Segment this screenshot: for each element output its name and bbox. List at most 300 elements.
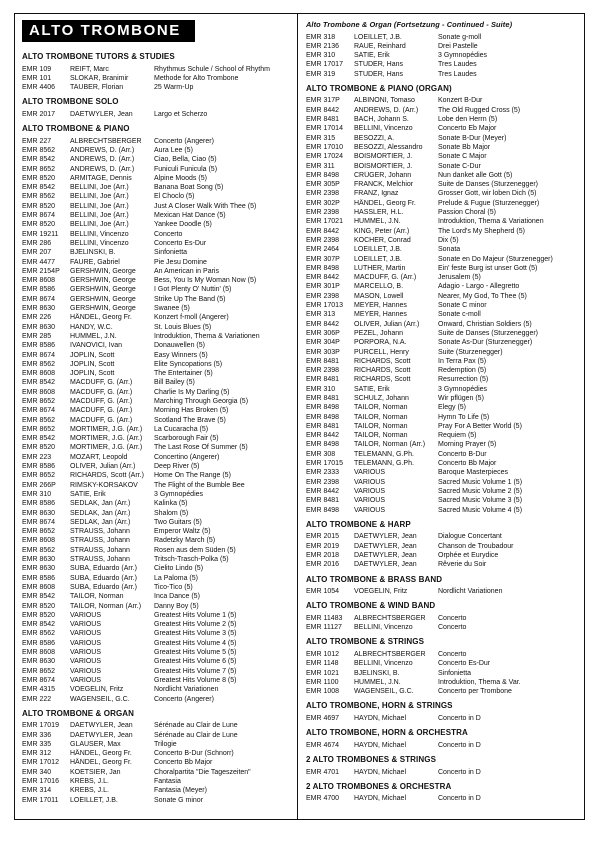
piece-title: 3 Gymnopédies xyxy=(438,385,488,393)
emr-number: EMR 1100 xyxy=(306,678,339,686)
composer-name: KOCHER, Conrad xyxy=(354,236,411,244)
composer-name: LUTHER, Martin xyxy=(354,264,406,272)
piece-title: Cielito Lindo (5) xyxy=(154,565,204,573)
catalog-row xyxy=(22,239,291,248)
piece-title: Morning Prayer (5) xyxy=(438,441,497,449)
emr-number: EMR 8674 xyxy=(22,212,56,220)
catalog-page-frame xyxy=(14,13,585,820)
composer-name: GERSHWIN, George xyxy=(70,267,136,275)
composer-name: ALBRECHTSBERGER xyxy=(354,614,426,622)
emr-number: EMR 8442 xyxy=(306,106,340,114)
composer-name: BELLINI, Vincenzo xyxy=(354,660,413,668)
catalog-row xyxy=(22,471,291,480)
catalog-row xyxy=(306,264,578,273)
catalog-row xyxy=(306,310,578,319)
catalog-row xyxy=(306,282,578,291)
emr-number: EMR 8562 xyxy=(22,193,56,201)
piece-title: Emperor Waltz (5) xyxy=(154,528,211,536)
emr-number: EMR 317P xyxy=(306,97,340,105)
left-sections-container xyxy=(22,52,291,805)
composer-name: MEYER, Hannes xyxy=(354,302,407,310)
emr-number: EMR 101 xyxy=(22,74,52,82)
catalog-row xyxy=(22,295,291,304)
emr-number: EMR 8542 xyxy=(22,593,56,601)
emr-number: EMR 2018 xyxy=(306,551,340,559)
emr-number: EMR 17015 xyxy=(306,460,343,468)
composer-name: DAETWYLER, Jean xyxy=(354,561,417,569)
catalog-row xyxy=(306,106,578,115)
section-heading: ALTO TROMBONE, HORN & STRINGS xyxy=(306,701,453,711)
composer-name: MEYER, Hannes xyxy=(354,311,407,319)
composer-name: HAYDN, Michael xyxy=(354,714,406,722)
composer-name: TAILOR, Norman (Arr.) xyxy=(354,441,426,449)
piece-title: Tres Laudes xyxy=(438,70,477,78)
emr-number: EMR 8520 xyxy=(22,221,56,229)
composer-name: VARIOUS xyxy=(354,506,385,514)
composer-name: FRANCK, Melchior xyxy=(354,181,414,189)
piece-title: Swanee (5) xyxy=(154,305,190,313)
piece-title: Sonate Bb Major xyxy=(438,143,491,151)
emr-number: EMR 2019 xyxy=(306,542,340,550)
composer-name: VARIOUS xyxy=(70,621,101,629)
composer-name: HAYDN, Michael xyxy=(354,768,406,776)
catalog-row xyxy=(22,74,291,83)
emr-number: EMR 8674 xyxy=(22,295,56,303)
catalog-row xyxy=(306,403,578,412)
composer-name: MACDUFF, G. (Arr.) xyxy=(70,379,133,387)
emr-number: EMR 8630 xyxy=(22,323,56,331)
composer-name: BELLINI, Joe (Arr.) xyxy=(70,193,129,201)
emr-number: EMR 207 xyxy=(22,249,52,257)
composer-name: TAUBER, Florian xyxy=(70,84,124,92)
composer-name: FRANZ, Ignaz xyxy=(354,190,399,198)
composer-name: LOEILLET, J.B. xyxy=(70,796,118,804)
composer-name: SEDLAK, Jan (Arr.) xyxy=(70,518,131,526)
catalog-row xyxy=(22,721,291,730)
composer-name: TELEMANN, G.Ph. xyxy=(354,460,414,468)
piece-title: Alpine Moods (5) xyxy=(154,174,207,182)
piece-title: Nordlicht Variationen xyxy=(154,686,219,694)
catalog-row xyxy=(306,42,578,51)
catalog-row xyxy=(22,230,291,239)
catalog-row xyxy=(22,490,291,499)
composer-name: HÄNDEL, Georg Fr. xyxy=(70,750,132,758)
piece-title: Bill Bailey (5) xyxy=(154,379,195,387)
composer-name: HUMMEL, J.N. xyxy=(354,678,401,686)
catalog-row xyxy=(306,741,578,750)
catalog-row xyxy=(22,758,291,767)
composer-name: MACDUFF, G. (Arr.) xyxy=(70,416,133,424)
emr-number: EMR 8630 xyxy=(22,509,56,517)
section-heading: 2 ALTO TROMBONES & STRINGS xyxy=(306,755,437,764)
emr-number: EMR 8481 xyxy=(306,422,340,430)
piece-title: Konzert f-moll (Angerer) xyxy=(154,314,229,322)
catalog-row xyxy=(22,777,291,786)
catalog-row xyxy=(22,425,291,434)
piece-title: Greatest Hits Volume 8 (5) xyxy=(154,676,237,684)
composer-name: MORTIMER, J.G. (Arr.) xyxy=(70,435,143,443)
emr-number: EMR 8562 xyxy=(22,360,56,368)
catalog-row xyxy=(22,388,291,397)
emr-number: EMR 4697 xyxy=(306,714,340,722)
emr-number: EMR 8608 xyxy=(22,583,56,591)
emr-number: EMR 266P xyxy=(22,481,56,489)
piece-title: Sonate B-Dur (Meyer) xyxy=(438,134,507,142)
section-heading: ALTO TROMBONE SOLO xyxy=(22,97,119,107)
catalog-row xyxy=(22,685,291,694)
catalog-row xyxy=(306,162,578,171)
catalog-row xyxy=(306,459,578,468)
composer-name: HANDY, W.C. xyxy=(70,323,113,331)
composer-name: MACDUFF, G. (Arr.) xyxy=(70,398,133,405)
piece-title: Methode for Alto Trombone xyxy=(154,74,239,82)
emr-number: EMR 4477 xyxy=(22,258,56,266)
piece-title: Greatest Hits Volume 3 (5) xyxy=(154,630,237,638)
emr-number: EMR 2398 xyxy=(306,478,340,486)
section-heading: ALTO TROMBONE & STRINGS xyxy=(306,637,425,647)
emr-number: EMR 17012 xyxy=(22,759,59,767)
emr-number: EMR 8562 xyxy=(22,146,56,154)
piece-title: Inca Dance (5) xyxy=(154,593,200,601)
piece-title: La Cucaracha (5) xyxy=(154,425,209,433)
piece-title: The Old Rugged Cross (5) xyxy=(438,106,521,114)
emr-number: EMR 2015 xyxy=(306,533,340,541)
catalog-row xyxy=(22,332,291,341)
catalog-row xyxy=(22,518,291,527)
catalog-row xyxy=(306,180,578,189)
piece-title: Drei Pastelle xyxy=(438,42,478,50)
catalog-row xyxy=(22,248,291,257)
composer-name: BJELINSKI, B. xyxy=(354,669,400,677)
composer-name: VARIOUS xyxy=(354,497,385,505)
emr-number: EMR 4674 xyxy=(306,741,340,749)
piece-title: 3 Gymnopédies xyxy=(154,490,204,498)
emr-number: EMR 8498 xyxy=(306,413,340,421)
catalog-row xyxy=(22,555,291,564)
piece-title: Sonate As-Dur (Sturzenegger) xyxy=(438,339,533,347)
catalog-row xyxy=(306,96,578,105)
piece-title: In Terra Pax (5) xyxy=(438,357,487,365)
composer-name: STUDER, Hans xyxy=(354,70,404,78)
emr-number: EMR 8442 xyxy=(306,227,340,235)
piece-title: Rosen aus dem Süden (5) xyxy=(154,546,236,554)
piece-title: Greatest Hits Volume 6 (5) xyxy=(154,658,237,666)
composer-name: RICHARDS, Scott xyxy=(354,376,411,384)
composer-name: OLIVER, Julian (Arr.) xyxy=(70,463,136,471)
emr-number: EMR 8442 xyxy=(306,320,340,328)
piece-title: Sonate g-moll xyxy=(438,33,482,41)
emr-number: EMR 8652 xyxy=(22,165,56,173)
emr-number: EMR 1054 xyxy=(306,588,340,596)
composer-name: KING, Peter (Arr.) xyxy=(354,227,410,235)
catalog-row xyxy=(22,740,291,749)
composer-name: VARIOUS xyxy=(70,658,101,666)
composer-name: SATIE, Erik xyxy=(70,490,106,498)
piece-title: Trilogie xyxy=(154,740,177,748)
catalog-row xyxy=(306,217,578,226)
emr-number: EMR 8542 xyxy=(22,621,56,629)
piece-title: Prelude & Fugue (Sturzenegger) xyxy=(438,199,540,207)
piece-title: Onward, Christian Soldiers (5) xyxy=(438,320,532,328)
piece-title: Concerto in D xyxy=(438,714,481,722)
piece-title: Easy Winners (5) xyxy=(154,351,208,359)
composer-name: BELLINI, Joe (Arr.) xyxy=(70,184,129,192)
emr-number: EMR 17013 xyxy=(306,302,343,310)
piece-title: Concerto Bb Major xyxy=(154,759,213,767)
composer-name: VARIOUS xyxy=(70,630,101,638)
composer-name: GERSHWIN, George xyxy=(70,277,136,285)
emr-number: EMR 314 xyxy=(22,787,52,795)
emr-number: EMR 8674 xyxy=(22,518,56,526)
catalog-row xyxy=(22,695,291,704)
emr-number: EMR 8586 xyxy=(22,500,56,508)
catalog-row xyxy=(22,796,291,805)
emr-number: EMR 8520 xyxy=(22,602,56,610)
piece-title: Nun danket alle Gott (5) xyxy=(438,171,513,179)
catalog-row xyxy=(22,351,291,360)
composer-name: DAETWYLER, Jean xyxy=(70,722,133,730)
emr-number: EMR 305P xyxy=(306,181,340,189)
piece-title: Kalinka (5) xyxy=(154,500,188,508)
piece-title: Hymn To Life (5) xyxy=(438,413,490,421)
piece-title: 25 Warm-Up xyxy=(154,84,194,92)
catalog-row xyxy=(22,657,291,666)
composer-name: BELLINI, Joe (Arr.) xyxy=(70,221,129,229)
emr-number: EMR 8630 xyxy=(22,305,56,313)
composer-name: GERSHWIN, George xyxy=(70,286,136,294)
emr-number: EMR 8498 xyxy=(306,171,340,179)
composer-name: TAILOR, Norman xyxy=(354,422,408,430)
piece-title: Radetzky March (5) xyxy=(154,537,216,545)
composer-name: SEDLAK, Jan (Arr.) xyxy=(70,509,131,517)
emr-number: EMR 1021 xyxy=(306,669,340,677)
catalog-row xyxy=(306,623,578,632)
composer-name: SUBA, Eduardo (Arr.) xyxy=(70,574,137,582)
section-heading: ALTO TROMBONE TUTORS & STUDIES xyxy=(22,52,175,61)
piece-title: Banana Boat Song (5) xyxy=(154,184,224,192)
composer-name: TAILOR, Norman (Arr.) xyxy=(70,602,142,610)
composer-name: BESOZZI, Alessandro xyxy=(354,143,423,151)
piece-title: Choralpartita "Die Tageszeiten" xyxy=(154,768,251,776)
composer-name: BELLINI, Joe (Arr.) xyxy=(70,202,129,210)
piece-title: Sonate en Do Majeur (Sturzenegger) xyxy=(438,255,553,263)
catalog-row xyxy=(306,33,578,42)
piece-title: Sacred Music Volume 1 (5) xyxy=(438,478,523,486)
emr-number: EMR 17017 xyxy=(306,61,343,69)
emr-number: EMR 8542 xyxy=(22,435,56,443)
catalog-row xyxy=(306,650,578,659)
catalog-row xyxy=(22,527,291,536)
emr-number: EMR 109 xyxy=(22,65,52,73)
emr-number: EMR 8520 xyxy=(22,444,56,452)
piece-title: Sonate G minor xyxy=(154,796,204,804)
emr-number: EMR 222 xyxy=(22,695,52,703)
piece-title: Largo et Scherzo xyxy=(154,110,208,118)
catalog-row xyxy=(306,413,578,422)
emr-number: EMR 2398 xyxy=(306,236,340,244)
emr-number: EMR 8562 xyxy=(22,416,56,424)
catalog-row xyxy=(22,768,291,777)
composer-name: DAETWYLER, Jean xyxy=(354,542,417,550)
catalog-row xyxy=(306,542,578,551)
emr-number: EMR 319 xyxy=(306,70,336,78)
composer-name: BELLINI, Vincenzo xyxy=(70,239,129,247)
catalog-row xyxy=(22,83,291,92)
catalog-row xyxy=(22,583,291,592)
piece-title: Concerto Bb Major xyxy=(438,460,497,468)
composer-name: DAETWYLER, Jean xyxy=(70,731,133,739)
piece-title: Deep River (5) xyxy=(154,463,200,471)
emr-number: EMR 8608 xyxy=(22,388,56,396)
catalog-row xyxy=(306,678,578,687)
catalog-row xyxy=(306,478,578,487)
section-heading: ALTO TROMBONE & HARP xyxy=(306,519,411,529)
composer-name: SUBA, Eduardo (Arr.) xyxy=(70,565,137,573)
emr-number: EMR 8542 xyxy=(22,156,56,164)
catalog-row xyxy=(22,676,291,685)
catalog-row xyxy=(22,546,291,555)
composer-name: KREBS, J.L. xyxy=(70,778,109,786)
piece-title: Suite de Danses (Sturzenegger) xyxy=(438,181,538,189)
composer-name: VOEGELIN, Fritz xyxy=(354,588,408,596)
composer-name: GERSHWIN, George xyxy=(70,295,136,303)
emr-number: EMR 8630 xyxy=(22,658,56,666)
composer-name: TAILOR, Norman xyxy=(70,593,124,601)
catalog-row xyxy=(22,174,291,183)
catalog-row xyxy=(306,375,578,384)
composer-name: RICHARDS, Scott (Arr.) xyxy=(70,472,144,480)
composer-name: ANDREWS, D. (Arr.) xyxy=(70,165,135,173)
emr-number: EMR 17024 xyxy=(306,153,343,161)
emr-number: EMR 17014 xyxy=(306,125,343,133)
composer-name: VARIOUS xyxy=(354,478,385,486)
emr-number: EMR 8481 xyxy=(306,376,340,384)
catalog-row xyxy=(306,301,578,310)
catalog-row xyxy=(22,639,291,648)
catalog-row xyxy=(22,602,291,611)
catalog-row xyxy=(306,687,578,696)
catalog-row xyxy=(22,378,291,387)
piece-title: Requiem (5) xyxy=(438,432,477,440)
catalog-row xyxy=(306,366,578,375)
catalog-row xyxy=(22,258,291,267)
emr-number: EMR 8498 xyxy=(306,506,340,514)
catalog-row xyxy=(22,276,291,285)
piece-title: Concerto in D xyxy=(438,741,481,749)
composer-name: STRAUSS, Johann xyxy=(70,537,130,545)
catalog-row xyxy=(306,506,578,515)
emr-number: EMR 2398 xyxy=(306,292,340,300)
emr-number: EMR 8652 xyxy=(22,528,56,536)
composer-name: VARIOUS xyxy=(70,611,101,619)
section-heading: ALTO TROMBONE & PIANO (ORGAN) xyxy=(306,83,452,93)
piece-title: Introduktion, Thema & Variationen xyxy=(438,218,544,226)
catalog-row xyxy=(22,220,291,229)
composer-name: VOEGELIN, Fritz xyxy=(70,686,124,694)
emr-number: EMR 336 xyxy=(22,731,52,739)
piece-title: Wir pflügen (5) xyxy=(438,394,484,402)
catalog-row xyxy=(22,110,291,119)
piece-title: Ein' feste Burg ist unser Gott (5) xyxy=(438,264,538,272)
piece-title: Nearer, My God, To Thee (5) xyxy=(438,292,527,300)
emr-number: EMR 313 xyxy=(306,311,336,319)
piece-title: The Entertainer (5) xyxy=(154,370,213,378)
emr-number: EMR 8520 xyxy=(22,611,56,619)
catalog-row xyxy=(22,192,291,201)
piece-title: Tres Laudes xyxy=(438,61,477,69)
composer-name: MOZART, Leopold xyxy=(70,453,128,461)
emr-number: EMR 8542 xyxy=(22,379,56,387)
emr-number: EMR 8674 xyxy=(22,351,56,359)
composer-name: ALBINONI, Tomaso xyxy=(354,97,415,105)
emr-number: EMR 2017 xyxy=(22,110,56,118)
emr-number: EMR 302P xyxy=(306,199,340,207)
composer-name: HASSLER, H.L. xyxy=(354,209,404,217)
piece-title: Sinfonietta xyxy=(438,669,472,677)
piece-title: Charlie Is My Darling (5) xyxy=(154,388,230,396)
composer-name: BACH, Johann S. xyxy=(354,116,409,124)
composer-name: VARIOUS xyxy=(70,639,101,647)
piece-title: Donauwellen (5) xyxy=(154,342,205,350)
emr-number: EMR 2398 xyxy=(306,367,340,375)
composer-name: BJELINSKI, B. xyxy=(70,249,116,257)
right-sections-container xyxy=(306,20,578,804)
piece-title: Greatest Hits Volume 2 (5) xyxy=(154,621,237,629)
piece-title: Introduktion, Thema & Var. xyxy=(438,678,521,686)
catalog-row xyxy=(306,659,578,668)
piece-title: Suite de Danses (Sturzenegger) xyxy=(438,329,538,337)
catalog-row xyxy=(22,611,291,620)
catalog-row xyxy=(22,360,291,369)
emr-number: EMR 8442 xyxy=(306,274,340,282)
emr-number: EMR 318 xyxy=(306,33,336,41)
piece-title: The Lord's My Shepherd (5) xyxy=(438,227,525,235)
piece-title: Pray For A Better World (5) xyxy=(438,422,522,430)
catalog-row xyxy=(22,211,291,220)
composer-name: JOPLIN, Scott xyxy=(70,370,115,378)
emr-number: EMR 2398 xyxy=(306,209,340,217)
composer-name: HÄNDEL, Georg Fr. xyxy=(70,314,132,322)
emr-number: EMR 8674 xyxy=(22,407,56,415)
composer-name: HAYDN, Michael xyxy=(354,741,406,749)
piece-title: El Choclo (5) xyxy=(154,193,195,201)
piece-title: Baroque Masterpieces xyxy=(438,469,509,477)
composer-name: MACDUFF, G. (Arr.) xyxy=(70,407,133,415)
catalog-row xyxy=(306,255,578,264)
piece-title: Adagio - Largo - Allegretto xyxy=(438,283,520,291)
catalog-row xyxy=(306,669,578,678)
emr-number: EMR 4315 xyxy=(22,686,56,694)
piece-title: Concerto xyxy=(438,624,467,632)
catalog-column-right xyxy=(299,14,584,819)
catalog-row xyxy=(22,592,291,601)
composer-name: SATIE, Erik xyxy=(354,52,390,60)
catalog-row xyxy=(22,397,291,406)
piece-title: Orphée et Eurydice xyxy=(438,551,499,559)
piece-title: I Got Plenty O' Nuttin' (5) xyxy=(154,286,232,294)
section-heading: 2 ALTO TROMBONES & ORCHESTRA xyxy=(306,781,452,791)
page-title: ALTO TROMBONE xyxy=(22,20,195,42)
emr-number: EMR 8586 xyxy=(22,463,56,471)
piece-title: Tico-Tico (5) xyxy=(154,583,193,591)
emr-number: EMR 2154P xyxy=(22,267,60,275)
piece-title: Sonate C-Dur xyxy=(438,162,481,170)
catalog-row xyxy=(306,273,578,282)
piece-title: Dix (5) xyxy=(438,236,459,244)
composer-name: BELLINI, Vincenzo xyxy=(70,230,129,238)
catalog-row xyxy=(22,648,291,657)
composer-name: SUBA, Eduardo (Arr.) xyxy=(70,583,137,591)
